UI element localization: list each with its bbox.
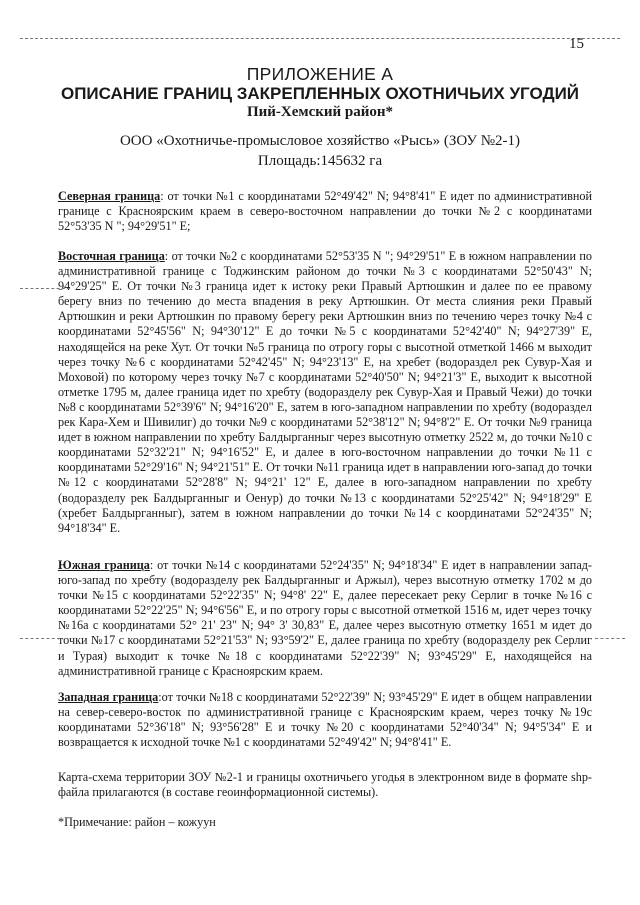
appendix-heading: ПРИЛОЖЕНИЕ А [246,64,394,84]
east-border-label: Восточная граница [58,249,165,263]
map-note: Карта-схема территории ЗОУ №2-1 и границы охотничьего угодья в электронном виде в формате shp-файла прилагаются (в составе геоинформационной системы). [58,770,592,800]
west-border-text: :от точки №18 с координатами 52°22'39" N; 93°45'29" E идет в общем направлении на север-северо-восток по административной границе с Красноярским краем, через точку №19с координатами 52°36'18" N; 93°56'28" E и точку №20 с координатами 52°40'34" N; 94°5'34" E и возвращается к исходной точке №1 с координатами 52°49'42" N; 94°8'41" E. [58,690,592,750]
scan-artifact-line [595,638,625,639]
area-line: Площадь:145632 га [257,153,383,169]
scan-artifact-line [20,638,60,639]
south-border-label: Южная граница [58,558,150,572]
south-border-paragraph [58,558,592,679]
page-number: 15 [569,36,584,52]
organization-name: ООО «Охотничье-промысловое хозяйство «Рысь» (ЗОУ №2-1) [119,133,521,149]
north-border-label: Северная граница [58,189,161,203]
west-border-label: Западная граница [58,690,159,704]
north-border-paragraph [58,189,592,234]
scan-artifact-line [20,288,70,289]
document-title: ОПИСАНИЕ ГРАНИЦ ЗАКРЕПЛЕННЫХ ОХОТНИЧЬИХ УГОДИЙ [60,84,580,103]
east-border-paragraph [58,249,592,536]
north-border-text: : от точки №1 с координатами 52°49'42" N; 94°8'41" E идет по административной границе с Красноярским краем в северо-восточном направлении до точки №2 с координатами 52°53'35 N "; 94°29'51" E; [58,189,593,234]
scan-artifact-line [20,38,620,39]
south-border-text: : от точки №14 с координатами 52°24'35" N; 94°18'34" E идет в направлении запад-юго-запад по хребту (водоразделу рек Балдырганныг и Аржыл), через высотную отметку 1702 м до точки №15 с координатами 52°22'35" N; 94°8' 22" E, далее пересекает реку Серлиг в точке №16 с координатами 52°22'25" N; 94°6'56" E, и по отрогу горы с высотной отметкой 1516 м, идет через точку №16а с координатами 52° 21' 23" N; 94° 3' 30,83" E, далее через высотную отметку 1651 м идет до точки №17 с координатами 52°21'53" N; 93°59'2" E, далее граница по хребту (водоразделу рек Серлиг и Турая) выходит к точке №18 с координатами 52°22'39" N; 93°45'29" E, находящейся на административной границе с Красноярским краем. [58,558,592,678]
east-border-text: : от точки №2 с координатами 52°53'35 N "; 94°29'51" E в южном направлении по административной границе с Тоджинским районом до точки №3 с координатами 52°50'43" N; 94°29'25" E. От точки №3 граница идет к истоку реки Правый Артюшкин и далее по ее правому берегу вниз по течению до места впадения в реку Артюшкин. От места слияния реки Правый Артюшкин и реки Артюшкин по правому берегу реки Артюшкин вниз по течению через точку №4 с координатами 52°45'56" N; 94°30'12" E до точки №5 с координатами 52°42'40" N; 94°27'39" E, находящейся на реке Хут. От точки №5 граница по отрогу горы с высотной отметкой 1466 м выходит через точку №6 с координатами 52°42'45" N; 94°23'13" E, на хребет (водораздел рек Сувур-Хая и Моховой) по которому через точку №7 с координатами 52°40'50" N; 94°21'3" E, выходит к высотной отметке 1795 м, далее граница идет по хребту (водоразделу рек Сувур-Хая и Правый Чежи) до точки №8 с координатами 52°39'6" N; 94°16'20" E, затем в юго-западном направлении по хребту (водораздел рек Кара-Хем и Шивилиг) до точки №9 с координатами 52°38'12" N; 94°8'2" E. От точки №9 граница идет в южном направлении по хребту Балдырганныг через высотную отметку 2522 м, до точки №10 с координатами 52°32'21" N; 94°16'52" E, и далее в юго-восточном направлении до точки №11 с координатами 52°29'16" N; 94°21'51" E. От точки №11 граница идет в направлении юго-запад до точки №12 с координатами 52°28'8" N; 94°21' 12" E, далее в юго-западном направлении по хребту (водоразделу рек Балдырганныг и Оенур) до точки №13 с координатами 52°25'42" N; 94°18'29" E (хребет Балдырганныг), затем в южном направлении до точки №14 с координатами 52°24'35" N; 94°18'34" E. [58,249,592,535]
footnote: *Примечание: район – кожуун [58,815,216,829]
district-subtitle: Пий-Хемский район* [246,104,394,120]
west-border-paragraph [58,690,592,750]
